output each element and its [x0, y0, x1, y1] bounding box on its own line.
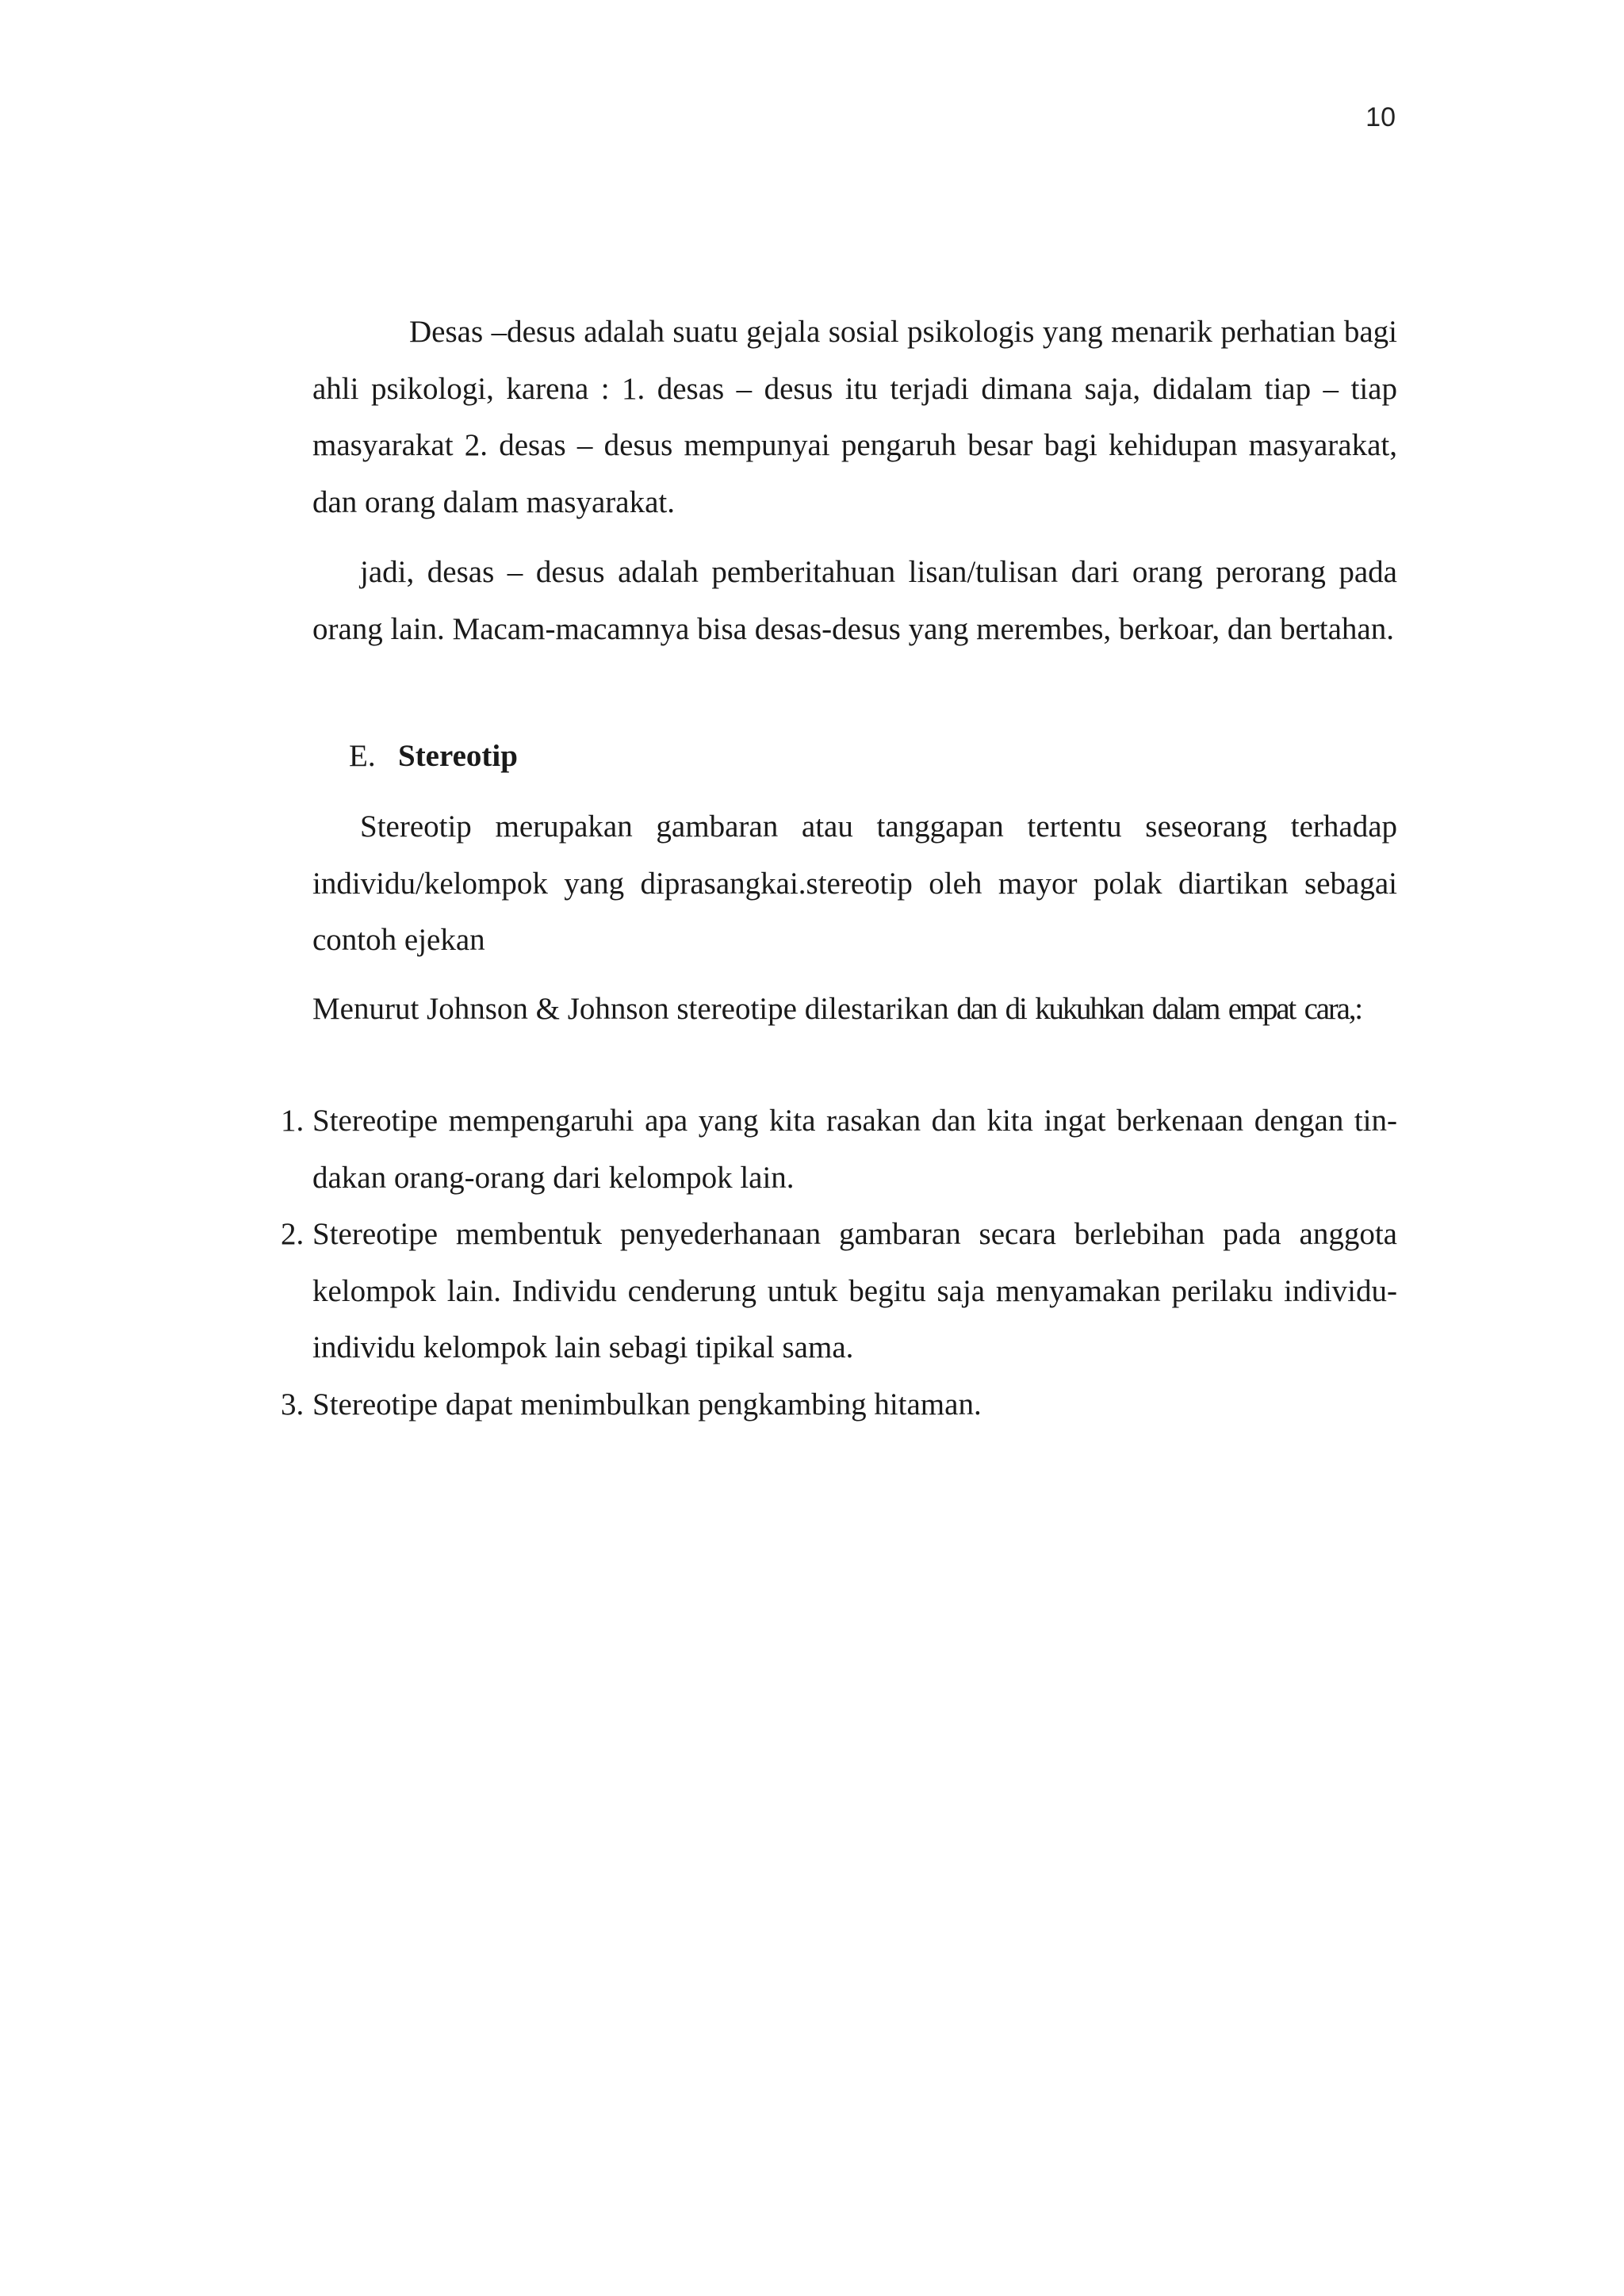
list-item-number: 2.: [281, 1217, 304, 1251]
list-item: [281, 1206, 1397, 1376]
paragraph-desas-desus-intro: Desas –desus adalah suatu gejala sosial psikologis yang menarik perhatian bagi ahli psikologi, karena : 1. desas – desus itu terjadi dimana saja, didalam tiap – tiap masyarakat 2. desas – desus mempunyai pengaruh besar bagi kehidupan masyarakat, dan orang dalam masyarakat.: [312, 315, 1397, 519]
johnson-intro-end: dan di kukuhkan dalam empat cara,:: [956, 992, 1362, 1026]
paragraph-stereotip-definition: Stereotip merupakan gambaran atau tanggapan tertentu seseorang terhadap individu/kelompok yang diprasangkai.stereotip oleh mayor polak diartikan sebagai contoh ejekan: [312, 809, 1397, 957]
list-item-number: 3.: [281, 1387, 304, 1422]
list-item: [281, 1376, 1397, 1433]
johnson-intro-start: Menurut Johnson & Johnson stereotipe dilestarikan: [312, 992, 949, 1026]
list-item-text: Stereotipe mempengaruhi apa yang kita rasakan dan kita ingat berkenaan dengan tin-dakan orang-orang dari kelompok lain.: [312, 1104, 1397, 1195]
page-number: 10: [1365, 102, 1396, 132]
stereotype-list: [281, 1093, 1397, 1433]
list-item-number: 1.: [281, 1104, 304, 1138]
list-item-text: Stereotipe dapat menimbulkan pengkambing hitaman.: [312, 1387, 982, 1422]
section-heading: [349, 728, 518, 785]
list-item-text: Stereotipe membentuk penyederhanaan gambaran secara berlebihan pada anggota kelompok lain. Individu cenderung untuk begitu saja menyamakan perilaku individu-individu kelompok lain sebagi tipikal sama.: [312, 1217, 1397, 1364]
section-title: Stereotip: [398, 739, 518, 773]
list-item: [281, 1093, 1397, 1206]
paragraph-johnson-intro: [312, 981, 1397, 1038]
paragraph-desas-desus-definition: jadi, desas – desus adalah pemberitahuan lisan/tulisan dari orang perorang pada orang lain. Macam-macamnya bisa desas-desus yang merembes, berkoar, dan bertahan.: [312, 555, 1397, 646]
section-letter: E.: [349, 739, 376, 773]
